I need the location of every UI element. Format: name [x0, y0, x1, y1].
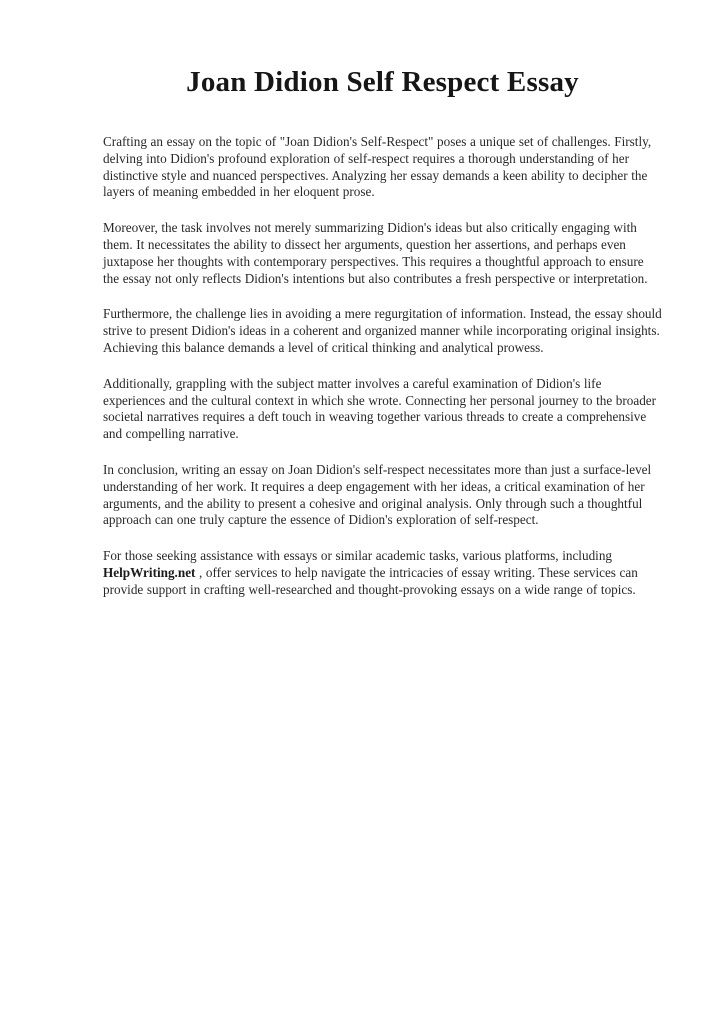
services-text-post: , offer services to help navigate the intricacies of essay writing. These services can provide support in crafting well-researched and thought-provoking essays on a wide range of topics. — [103, 564, 638, 597]
essay-paragraph-services — [103, 548, 662, 598]
essay-paragraph-furthermore: Furthermore, the challenge lies in avoiding a mere regurgitation of information. Instead, the essay should strive to present Didion's ideas in a coherent and organized manner while incorporating original insights. Achieving this balance demands a level of critical thinking and analytical prowess. — [103, 306, 662, 355]
essay-paragraph-conclusion: In conclusion, writing an essay on Joan Didion's self-respect necessitates more than just a surface-level understanding of her work. It requires a deep engagement with her ideas, a critical examination of her arguments, and the ability to present a cohesive and original analysis. Only through such a thoughtful approach can one truly capture the essence of Didion's exploration of self-respect. — [103, 461, 652, 528]
essay-paragraph-intro: Crafting an essay on the topic of "Joan Didion's Self-Respect" poses a unique set of challenges. Firstly, delving into Didion's profound exploration of self-respect requires a thorough understanding of her distinctive style and nuanced perspectives. Analyzing her essay demands a keen ability to decipher the layers of meaning embedded in her eloquent prose. — [103, 134, 652, 200]
page-title: Joan Didion Self Respect Essay — [186, 66, 579, 98]
services-text-pre: For those seeking assistance with essays or similar academic tasks, various platforms, including — [103, 548, 613, 564]
essay-paragraph-additionally: Additionally, grappling with the subject matter involves a careful examination of Didion's life experiences and the cultural context in which she wrote. Connecting her personal journey to the broader societal narratives requires a deft touch in weaving together various threads to create a comprehensive and compelling narrative. — [103, 375, 657, 442]
helpwriting-brand-text: HelpWriting.net — [103, 564, 196, 580]
essay-paragraph-moreover: Moreover, the task involves not merely summarizing Didion's ideas but also critically engaging with them. It necessitates the ability to dissect her arguments, question her assertions, and perhaps even juxtapose her thoughts with contemporary perspectives. This requires a thoughtful approach to ensure the essay not only reflects Didion's intentions but also contributes a fresh perspective or interpretation. — [103, 220, 648, 286]
